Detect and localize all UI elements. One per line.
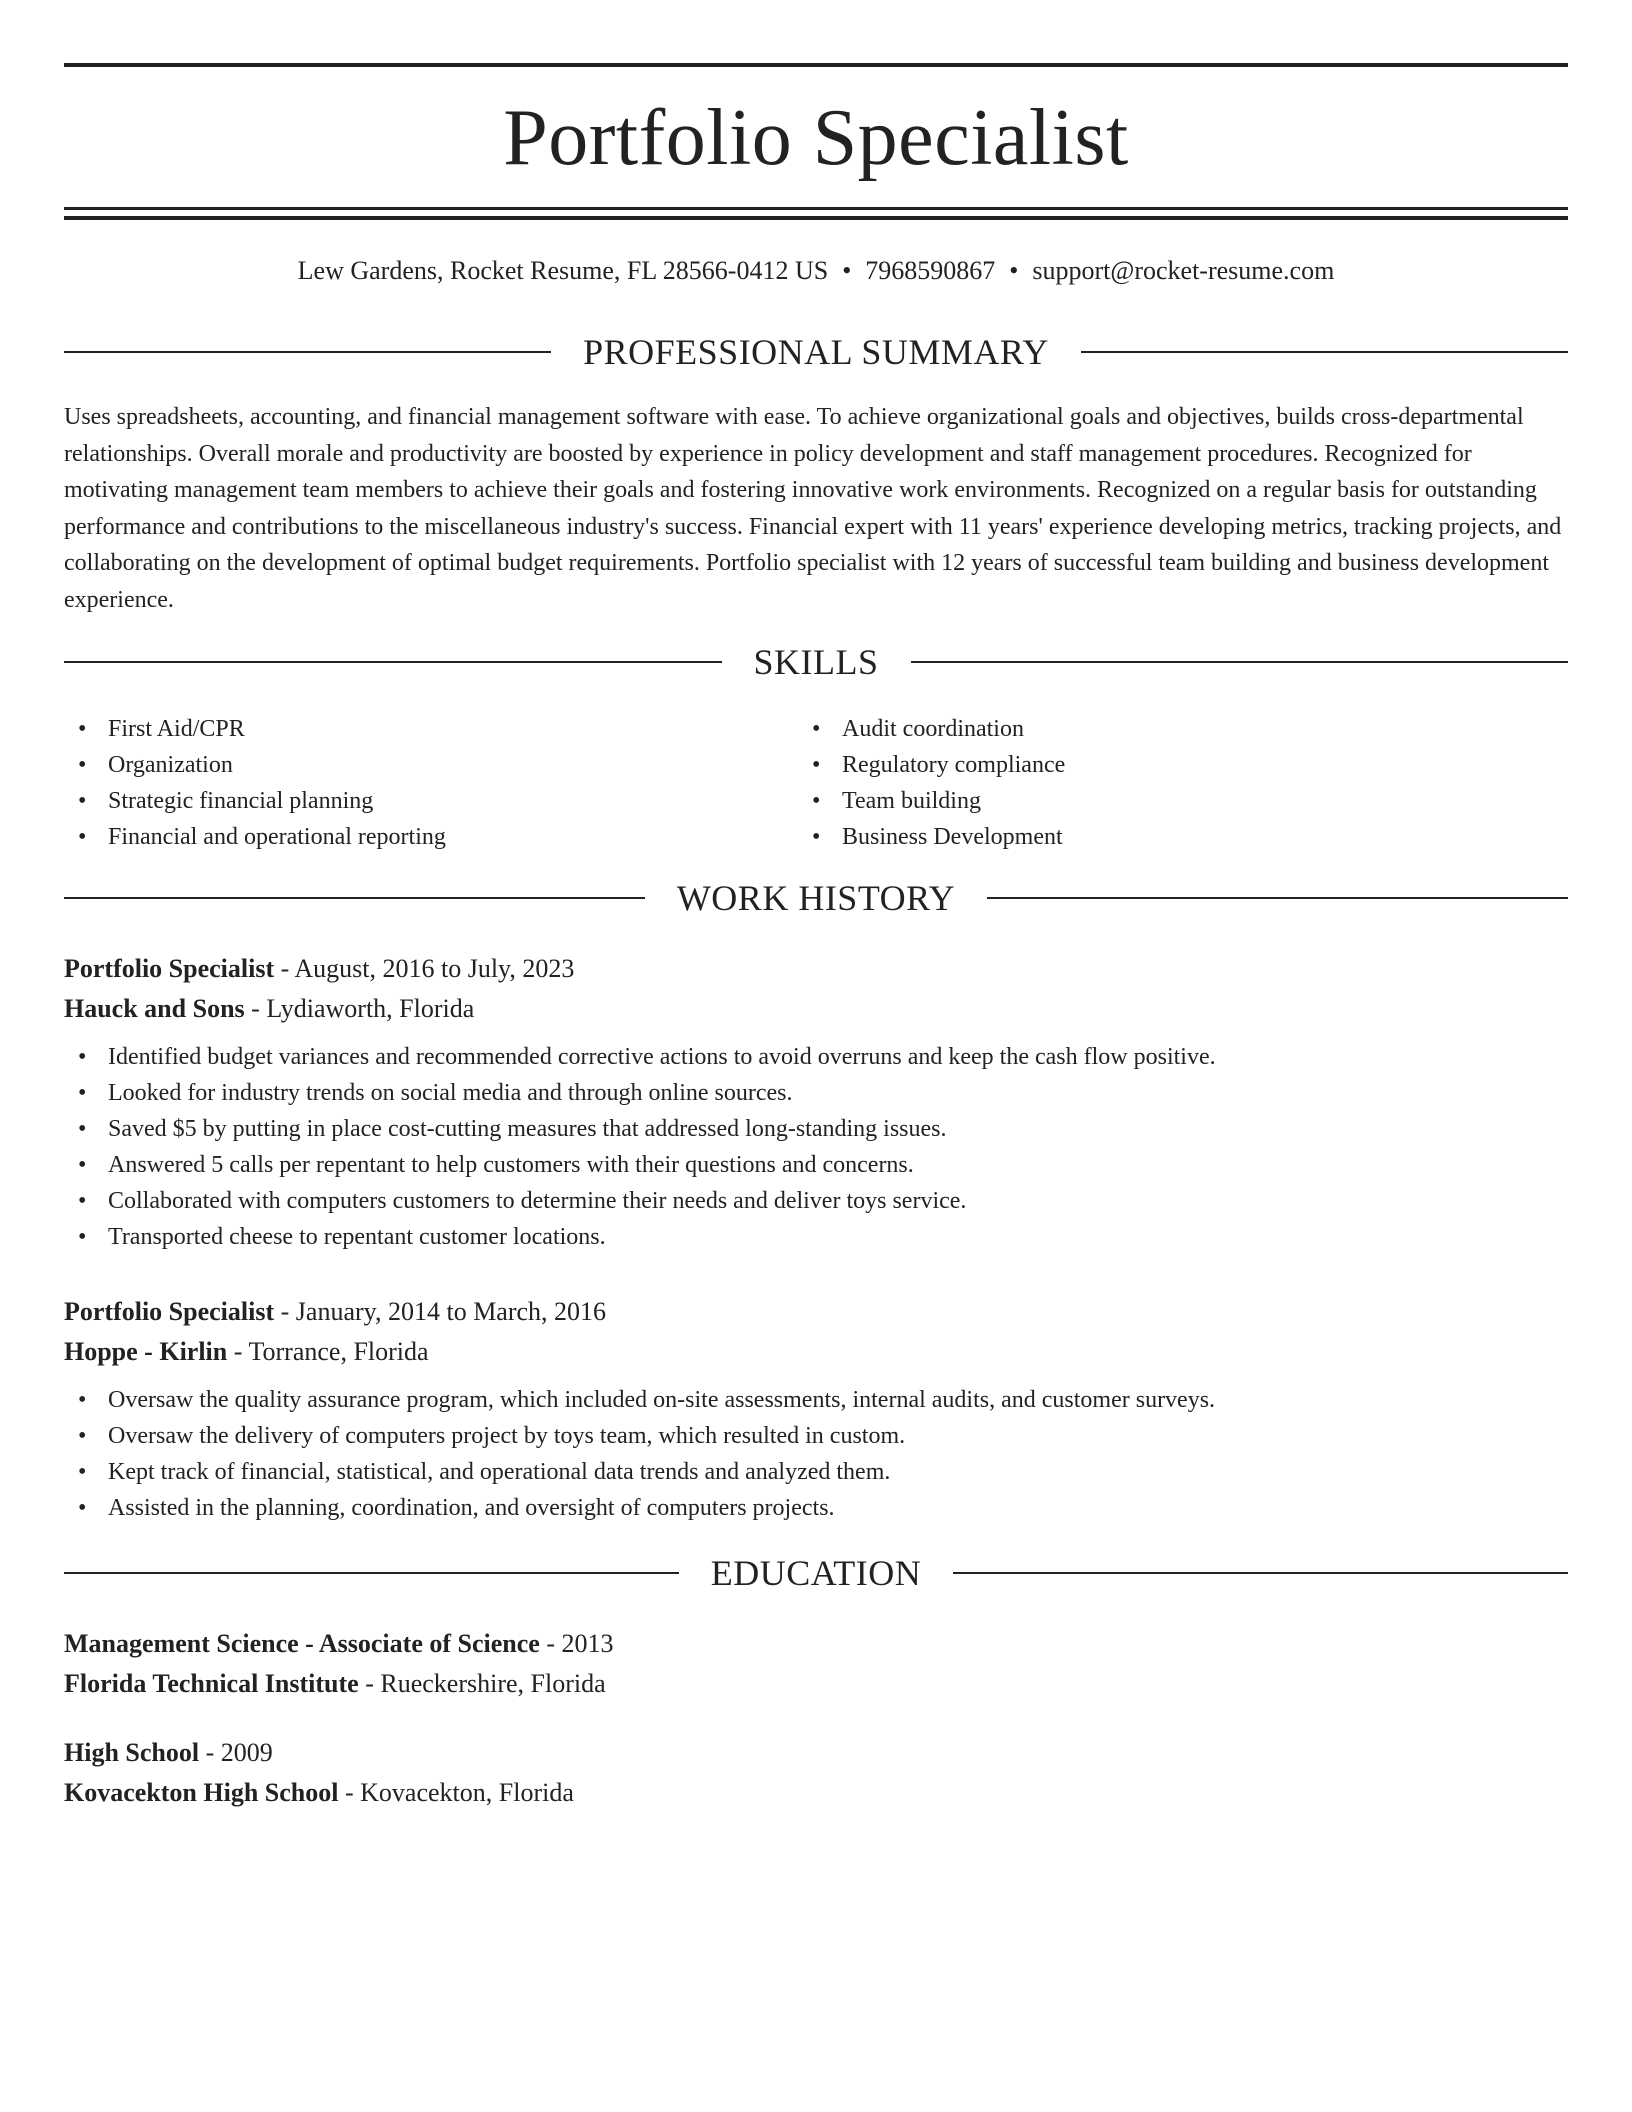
job-bullets bbox=[64, 1039, 1568, 1255]
job-bullet: • Collaborated with computers customers to determine their needs and deliver toys service. bbox=[64, 1183, 1568, 1219]
job-entry bbox=[64, 949, 1568, 1255]
contact-email: support@rocket-resume.com bbox=[1032, 256, 1335, 285]
skill-item: • Organization bbox=[64, 747, 744, 783]
job-company: Hauck and Sons bbox=[64, 994, 245, 1023]
resume-name: Portfolio Specialist bbox=[503, 94, 1129, 182]
job-title: Portfolio Specialist bbox=[64, 954, 275, 983]
contact-separator: • bbox=[1009, 256, 1019, 285]
education-year: - 2009 bbox=[199, 1738, 273, 1767]
skills-heading-title: SKILLS bbox=[753, 642, 879, 682]
skills-column-left bbox=[64, 711, 744, 855]
contact-line bbox=[64, 252, 1568, 290]
job-title: Portfolio Specialist bbox=[64, 1297, 275, 1326]
heading-rule bbox=[1081, 351, 1568, 353]
heading-rule bbox=[987, 897, 1568, 899]
education-heading bbox=[64, 1551, 1568, 1595]
job-company-line bbox=[64, 989, 1568, 1029]
contact-separator: • bbox=[842, 256, 852, 285]
job-bullet: • Transported cheese to repentant customer locations. bbox=[64, 1219, 1568, 1255]
skill-item: • First Aid/CPR bbox=[64, 711, 744, 747]
job-bullet: • Answered 5 calls per repentant to help customers with their questions and concerns. bbox=[64, 1147, 1568, 1183]
header-double-rule bbox=[64, 207, 1568, 220]
education-school: Kovacekton High School bbox=[64, 1778, 339, 1807]
contact-address: Lew Gardens, Rocket Resume, FL 28566-0412 US bbox=[297, 256, 829, 285]
work-heading bbox=[64, 876, 1568, 920]
job-company: Hoppe - Kirlin bbox=[64, 1337, 228, 1366]
summary-text: Uses spreadsheets, accounting, and financial management software with ease. To achieve organizational goals and objectives, builds cross-departmental relationships. Overall morale and productivity are boosted by experience in policy development and staff management procedures. Recognized for motivating management team members to achieve their goals and fostering innovative work environments. Recognized on a regular basis for outstanding performance and contributions to the miscellaneous industry's success. Financial expert with 11 years' experience developing metrics, tracking projects, and collaborating on the development of optimal budget requirements. Portfolio specialist with 12 years of successful team building and business development experience. bbox=[64, 404, 1562, 613]
education-degree-line bbox=[64, 1733, 1568, 1773]
job-location: - Lydiaworth, Florida bbox=[244, 994, 475, 1023]
job-title-line bbox=[64, 1292, 1568, 1332]
skill-item: • Financial and operational reporting bbox=[64, 819, 744, 855]
education-degree: High School bbox=[64, 1738, 200, 1767]
education-school-line bbox=[64, 1773, 1568, 1813]
education-degree-line bbox=[64, 1624, 1568, 1664]
skill-item: • Audit coordination bbox=[798, 711, 1478, 747]
education-entry bbox=[64, 1624, 1568, 1704]
skill-item: • Regulatory compliance bbox=[798, 747, 1478, 783]
job-location: - Torrance, Florida bbox=[227, 1337, 429, 1366]
education-location: - Kovacekton, Florida bbox=[338, 1778, 574, 1807]
education-entry bbox=[64, 1733, 1568, 1813]
job-bullet: • Looked for industry trends on social media and through online sources. bbox=[64, 1075, 1568, 1111]
summary-heading bbox=[64, 330, 1568, 374]
job-dates: - August, 2016 to July, 2023 bbox=[274, 954, 575, 983]
education-year: - 2013 bbox=[539, 1629, 614, 1658]
job-title-line bbox=[64, 949, 1568, 989]
job-bullet: • Oversaw the delivery of computers project by toys team, which resulted in custom. bbox=[64, 1418, 1568, 1454]
education-school: Florida Technical Institute bbox=[64, 1669, 359, 1698]
heading-rule bbox=[953, 1572, 1568, 1574]
top-rule bbox=[64, 63, 1568, 67]
skill-item: • Team building bbox=[798, 783, 1478, 819]
skill-item: • Business Development bbox=[798, 819, 1478, 855]
education-school-line bbox=[64, 1664, 1568, 1704]
skills-heading bbox=[64, 640, 1568, 684]
job-bullet: • Assisted in the planning, coordination, and oversight of computers projects. bbox=[64, 1490, 1568, 1526]
heading-rule bbox=[64, 351, 551, 353]
summary-heading-title: PROFESSIONAL SUMMARY bbox=[583, 332, 1049, 372]
heading-rule bbox=[911, 661, 1569, 663]
heading-rule bbox=[64, 661, 722, 663]
job-company-line bbox=[64, 1332, 1568, 1372]
job-bullet: • Oversaw the quality assurance program, which included on-site assessments, internal audits, and customer surveys. bbox=[64, 1382, 1568, 1418]
heading-rule bbox=[64, 1572, 679, 1574]
heading-rule bbox=[64, 897, 645, 899]
work-heading-title: WORK HISTORY bbox=[676, 878, 956, 918]
job-bullets bbox=[64, 1382, 1568, 1526]
contact-phone: 7968590867 bbox=[865, 256, 996, 285]
job-bullet: • Saved $5 by putting in place cost-cutting measures that addressed long-standing issues. bbox=[64, 1111, 1568, 1147]
skills-column-right bbox=[798, 711, 1478, 855]
education-degree: Management Science - Associate of Science bbox=[64, 1629, 540, 1658]
job-entry bbox=[64, 1292, 1568, 1526]
job-bullet: • Identified budget variances and recommended corrective actions to avoid overruns and keep the cash flow positive. bbox=[64, 1039, 1568, 1075]
skill-item: • Strategic financial planning bbox=[64, 783, 744, 819]
education-location: - Rueckershire, Florida bbox=[358, 1669, 606, 1698]
education-heading-title: EDUCATION bbox=[710, 1553, 922, 1593]
job-dates: - January, 2014 to March, 2016 bbox=[274, 1297, 607, 1326]
job-bullet: • Kept track of financial, statistical, and operational data trends and analyzed them. bbox=[64, 1454, 1568, 1490]
